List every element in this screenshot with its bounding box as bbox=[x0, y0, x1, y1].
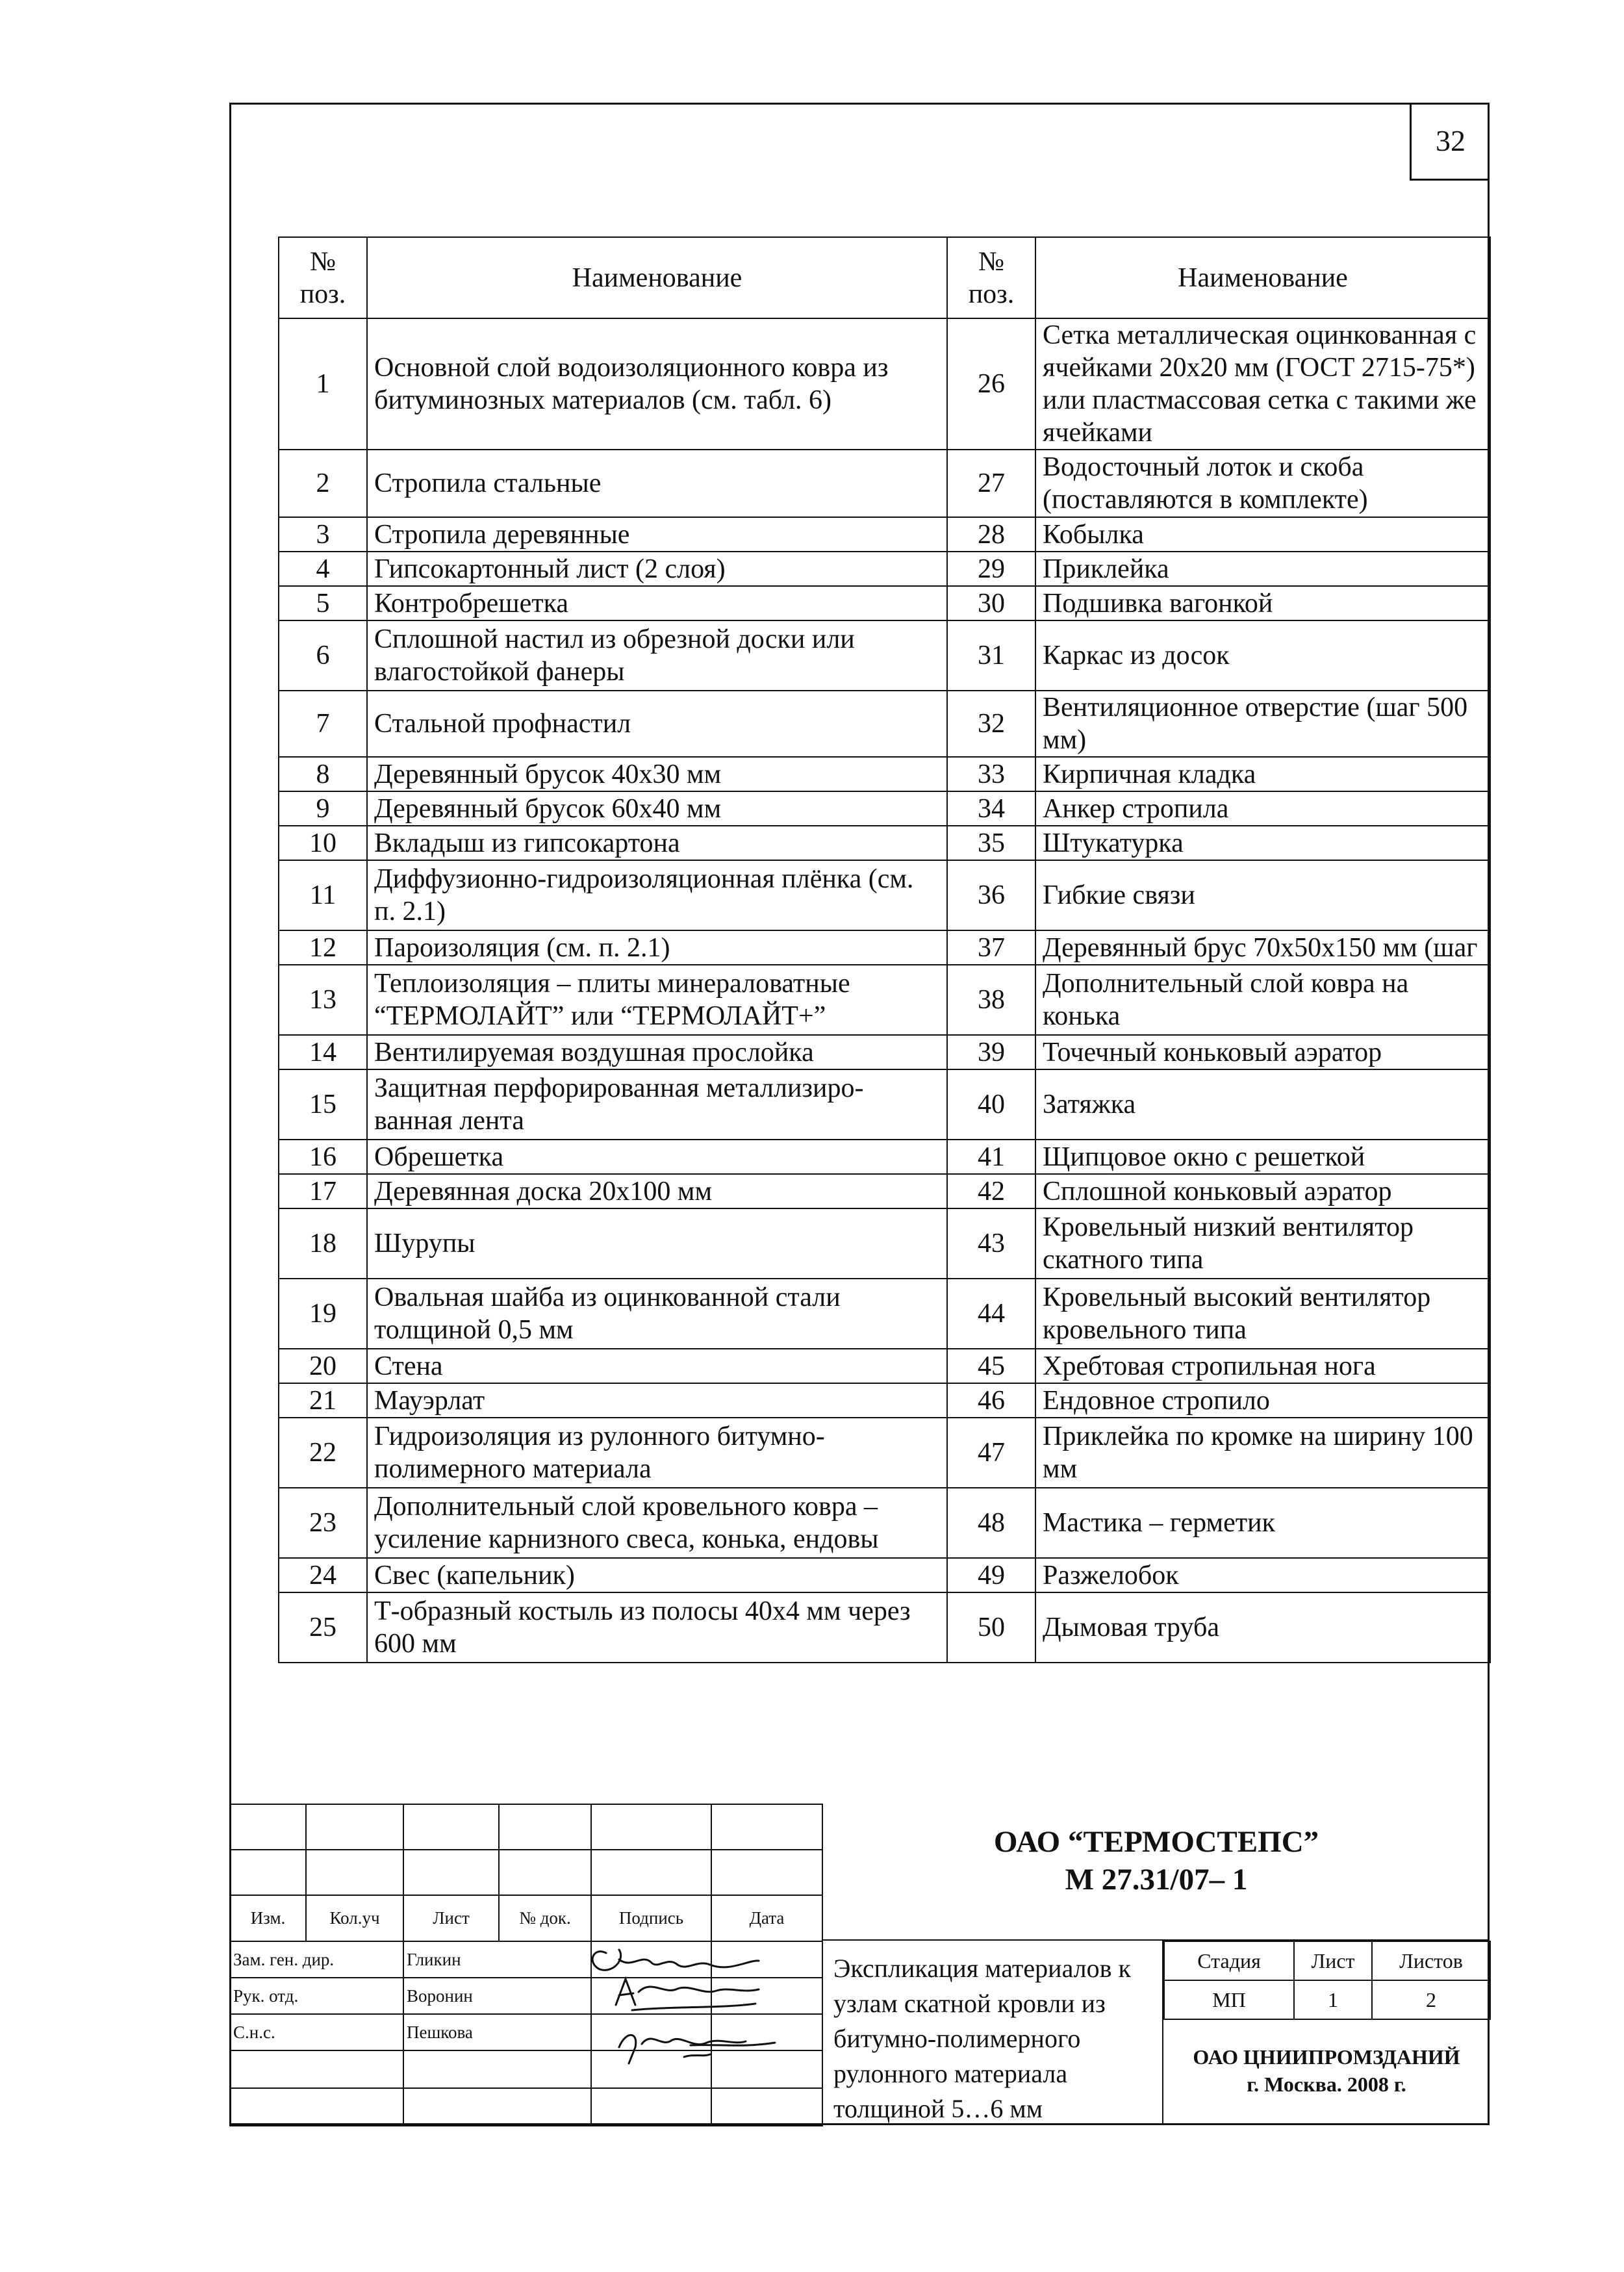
item-number-left: 16 bbox=[279, 1140, 367, 1174]
table-row bbox=[279, 965, 1490, 1035]
item-number-left: 14 bbox=[279, 1035, 367, 1069]
table-row bbox=[279, 1349, 1490, 1383]
table-body bbox=[279, 318, 1490, 1663]
item-number-left: 1 bbox=[279, 318, 367, 450]
table-row bbox=[279, 1488, 1490, 1558]
item-number-left: 8 bbox=[279, 757, 367, 791]
item-number-right: 41 bbox=[947, 1140, 1035, 1174]
developer-name: ОАО ЦНИИПРОМЗДАНИЙ bbox=[1193, 2045, 1460, 2069]
staff-name: Пешкова bbox=[403, 2014, 591, 2050]
item-name-left: Деревянный брусок 60х40 мм bbox=[367, 791, 947, 826]
stage-header: Стадия bbox=[1164, 1941, 1294, 1980]
header-name-left: Наименование bbox=[367, 237, 947, 318]
organization-header bbox=[822, 1804, 1490, 1941]
item-number-right: 29 bbox=[947, 552, 1035, 586]
table-row bbox=[279, 1208, 1490, 1279]
item-number-right: 26 bbox=[947, 318, 1035, 450]
item-number-left: 5 bbox=[279, 586, 367, 620]
item-name-left: Обрешетка bbox=[367, 1140, 947, 1174]
item-name-left: Теплоизоляция – плиты минераловатные “ТЕРМОЛАЙТ” или “ТЕРМОЛАЙТ+” bbox=[367, 965, 947, 1035]
item-name-left: Диффузионно-гидроизоляционная плёнка (см. п. 2.1) bbox=[367, 860, 947, 930]
sheet-value: 1 bbox=[1294, 1980, 1372, 2019]
item-number-left: 11 bbox=[279, 860, 367, 930]
item-number-right: 34 bbox=[947, 791, 1035, 826]
table-row bbox=[279, 930, 1490, 965]
item-number-right: 50 bbox=[947, 1592, 1035, 1663]
table-row bbox=[279, 860, 1490, 930]
item-name-right: Подшивка вагонкой bbox=[1035, 586, 1490, 620]
item-number-left: 18 bbox=[279, 1208, 367, 1279]
item-name-left: Гидроизоляция из рулонного битумно- полимерного материала bbox=[367, 1418, 947, 1488]
header-pos-right: № поз. bbox=[947, 237, 1035, 318]
table-row bbox=[279, 1035, 1490, 1069]
item-name-left: Стальной профнастил bbox=[367, 691, 947, 757]
header-izm: Изм. bbox=[230, 1895, 306, 1941]
item-name-left: Мауэрлат bbox=[367, 1383, 947, 1418]
stage-header-row bbox=[1164, 1941, 1490, 1980]
stage-value: МП bbox=[1164, 1980, 1294, 2019]
item-name-left: Деревянная доска 20х100 мм bbox=[367, 1174, 947, 1208]
item-name-left: Стена bbox=[367, 1349, 947, 1383]
item-name-right: Водосточный лоток и скоба (поставляются в комплекте) bbox=[1035, 450, 1490, 517]
item-number-left: 21 bbox=[279, 1383, 367, 1418]
table-row bbox=[279, 791, 1490, 826]
table-row bbox=[279, 1140, 1490, 1174]
item-number-right: 44 bbox=[947, 1279, 1035, 1349]
table-row bbox=[279, 517, 1490, 552]
materials-table bbox=[278, 236, 1491, 1663]
item-number-right: 42 bbox=[947, 1174, 1035, 1208]
item-number-left: 10 bbox=[279, 826, 367, 860]
item-name-left: Контробрешетка bbox=[367, 586, 947, 620]
table-row bbox=[279, 1418, 1490, 1488]
item-number-left: 19 bbox=[279, 1279, 367, 1349]
table-row bbox=[279, 1592, 1490, 1663]
table-row bbox=[279, 620, 1490, 691]
item-number-left: 17 bbox=[279, 1174, 367, 1208]
staff-row bbox=[230, 2088, 822, 2126]
handwritten-signatures bbox=[580, 1934, 814, 2089]
item-name-right: Мастика – герметик bbox=[1035, 1488, 1490, 1558]
item-number-right: 38 bbox=[947, 965, 1035, 1035]
sheet-header: Лист bbox=[1294, 1941, 1372, 1980]
item-name-right: Деревянный брус 70х50х150 мм (шаг bbox=[1035, 930, 1490, 965]
item-name-right: Гибкие связи bbox=[1035, 860, 1490, 930]
sheets-header: Листов bbox=[1372, 1941, 1490, 1980]
item-name-left: Сплошной настил из обрезной доски или влагостойкой фанеры bbox=[367, 620, 947, 691]
stage-table bbox=[1163, 1941, 1491, 2020]
item-number-right: 32 bbox=[947, 691, 1035, 757]
item-number-left: 2 bbox=[279, 450, 367, 517]
item-number-right: 37 bbox=[947, 930, 1035, 965]
item-number-right: 46 bbox=[947, 1383, 1035, 1418]
item-number-left: 6 bbox=[279, 620, 367, 691]
item-name-left: Т-образный костыль из полосы 40х4 мм через 600 мм bbox=[367, 1592, 947, 1663]
item-number-right: 45 bbox=[947, 1349, 1035, 1383]
item-name-right: Кобылка bbox=[1035, 517, 1490, 552]
item-number-right: 43 bbox=[947, 1208, 1035, 1279]
item-number-right: 39 bbox=[947, 1035, 1035, 1069]
table-row bbox=[279, 552, 1490, 586]
item-number-left: 20 bbox=[279, 1349, 367, 1383]
item-number-right: 47 bbox=[947, 1418, 1035, 1488]
item-name-right: Дополнительный слой ковра на конька bbox=[1035, 965, 1490, 1035]
staff-name: Воронин bbox=[403, 1978, 591, 2014]
item-number-right: 49 bbox=[947, 1558, 1035, 1592]
item-name-right: Дымовая труба bbox=[1035, 1592, 1490, 1663]
header-name-right: Наименование bbox=[1035, 237, 1490, 318]
table-row bbox=[279, 1174, 1490, 1208]
header-list: Лист bbox=[403, 1895, 499, 1941]
item-number-right: 36 bbox=[947, 860, 1035, 930]
header-date: Дата bbox=[711, 1895, 822, 1941]
item-name-left: Вентилируемая воздушная прослойка bbox=[367, 1035, 947, 1069]
item-number-right: 35 bbox=[947, 826, 1035, 860]
header-doc-number: № док. bbox=[499, 1895, 591, 1941]
item-name-left: Овальная шайба из оцинкованной стали толщиной 0,5 мм bbox=[367, 1279, 947, 1349]
item-name-right: Сетка металлическая оцинкованная с ячейками 20х20 мм (ГОСТ 2715-75*) или пластмассовая сетка с такими же ячейками bbox=[1035, 318, 1490, 450]
item-name-right: Щипцовое окно с решеткой bbox=[1035, 1140, 1490, 1174]
item-name-left: Защитная перфорированная металлизиро- ванная лента bbox=[367, 1069, 947, 1140]
item-name-left: Гипсокартонный лист (2 слоя) bbox=[367, 552, 947, 586]
item-name-left: Вкладыш из гипсокартона bbox=[367, 826, 947, 860]
table-row bbox=[279, 757, 1490, 791]
item-name-right: Точечный коньковый аэратор bbox=[1035, 1035, 1490, 1069]
item-number-left: 7 bbox=[279, 691, 367, 757]
table-row bbox=[279, 450, 1490, 517]
item-name-right: Разжелобок bbox=[1035, 1558, 1490, 1592]
header-pos-left: № поз. bbox=[279, 237, 367, 318]
item-number-left: 15 bbox=[279, 1069, 367, 1140]
item-number-left: 13 bbox=[279, 965, 367, 1035]
item-name-right: Ендовное стропило bbox=[1035, 1383, 1490, 1418]
staff-name: Гликин bbox=[403, 1941, 591, 1978]
item-number-left: 4 bbox=[279, 552, 367, 586]
item-name-right: Вентиляционное отверстие (шаг 500 мм) bbox=[1035, 691, 1490, 757]
city-year: г. Москва. 2008 г. bbox=[1247, 2073, 1406, 2096]
item-number-left: 24 bbox=[279, 1558, 367, 1592]
stage-value-row bbox=[1164, 1980, 1490, 2019]
item-name-left: Основной слой водоизоляционного ковра из битуминозных материалов (см. табл. 6) bbox=[367, 318, 947, 450]
item-number-left: 23 bbox=[279, 1488, 367, 1558]
item-number-right: 33 bbox=[947, 757, 1035, 791]
header-kol-uch: Кол.уч bbox=[306, 1895, 403, 1941]
page-number: 32 bbox=[1410, 103, 1490, 181]
item-name-right: Приклейка bbox=[1035, 552, 1490, 586]
item-name-left: Пароизоляция (см. п. 2.1) bbox=[367, 930, 947, 965]
table-row bbox=[279, 586, 1490, 620]
staff-role: С.н.с. bbox=[230, 2014, 403, 2050]
item-number-right: 40 bbox=[947, 1069, 1035, 1140]
item-name-left: Шурупы bbox=[367, 1208, 947, 1279]
item-name-left: Деревянный брусок 40х30 мм bbox=[367, 757, 947, 791]
item-name-right: Кровельный низкий вентилятор скатного типа bbox=[1035, 1208, 1490, 1279]
revision-row bbox=[230, 1804, 822, 1850]
header-signature: Подпись bbox=[591, 1895, 711, 1941]
item-name-right: Кирпичная кладка bbox=[1035, 757, 1490, 791]
item-number-right: 28 bbox=[947, 517, 1035, 552]
item-number-left: 9 bbox=[279, 791, 367, 826]
item-number-left: 3 bbox=[279, 517, 367, 552]
item-name-right: Хребтовая стропильная нога bbox=[1035, 1349, 1490, 1383]
item-name-right: Анкер стропила bbox=[1035, 791, 1490, 826]
item-name-right: Затяжка bbox=[1035, 1069, 1490, 1140]
item-name-left: Свес (капельник) bbox=[367, 1558, 947, 1592]
sheets-value: 2 bbox=[1372, 1980, 1490, 2019]
item-number-left: 12 bbox=[279, 930, 367, 965]
item-number-right: 30 bbox=[947, 586, 1035, 620]
developer-block bbox=[1163, 2016, 1490, 2125]
document-code: М 27.31/07– 1 bbox=[1065, 1863, 1248, 1896]
item-number-left: 25 bbox=[279, 1592, 367, 1663]
item-name-left: Дополнительный слой кровельного ковра – усиление карнизного свеса, конька, ендовы bbox=[367, 1488, 947, 1558]
table-header-row bbox=[279, 237, 1490, 318]
revision-row bbox=[230, 1850, 822, 1895]
item-name-right: Кровельный высокий вентилятор кровельного типа bbox=[1035, 1279, 1490, 1349]
staff-role: Зам. ген. дир. bbox=[230, 1941, 403, 1978]
table-row bbox=[279, 1558, 1490, 1592]
item-name-right: Приклейка по кромке на ширину 100 мм bbox=[1035, 1418, 1490, 1488]
table-row bbox=[279, 1069, 1490, 1140]
item-number-right: 27 bbox=[947, 450, 1035, 517]
item-name-left: Стропила деревянные bbox=[367, 517, 947, 552]
staff-role: Рук. отд. bbox=[230, 1978, 403, 2014]
document-description: Экспликация материалов к узлам скатной кровли из битумно-полимерного рулонного материала толщиной 5…6 мм bbox=[822, 1941, 1163, 2125]
item-name-right: Сплошной коньковый аэратор bbox=[1035, 1174, 1490, 1208]
table-row bbox=[279, 826, 1490, 860]
item-number-right: 48 bbox=[947, 1488, 1035, 1558]
organization-name: ОАО “ТЕРМОСТЕПС” bbox=[993, 1825, 1319, 1859]
table-row bbox=[279, 318, 1490, 450]
item-number-left: 22 bbox=[279, 1418, 367, 1488]
table-row bbox=[279, 691, 1490, 757]
title-block bbox=[229, 1804, 1490, 2125]
item-name-right: Штукатурка bbox=[1035, 826, 1490, 860]
item-number-right: 31 bbox=[947, 620, 1035, 691]
table-row bbox=[279, 1383, 1490, 1418]
item-name-left: Стропила стальные bbox=[367, 450, 947, 517]
item-name-right: Каркас из досок bbox=[1035, 620, 1490, 691]
table-row bbox=[279, 1279, 1490, 1349]
